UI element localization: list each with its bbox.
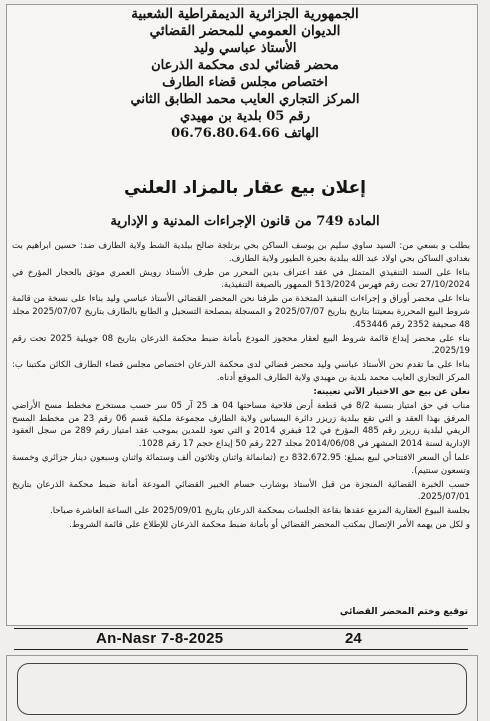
- header-line-republic: الجمهورية الجزائرية الديمقراطية الشعبية: [131, 6, 359, 22]
- publication-date: An-Nasr 7-8-2025: [96, 630, 224, 647]
- header-line-address: المركز التجاري العايب محمد الطابق الثاني: [130, 92, 360, 107]
- paragraph-parties: بطلب و بسعي من: السيد ساوي سليم بن يوسف الساكن بحي برتلجة صالح ببلدية الشط ولاية الطارف ضد: حسين ابراهيم بت بغدادي الساكن بحي اولاد عبد الله ببلدية بحيرة الطيور ولاية الطارف.: [12, 241, 470, 264]
- next-announcement-frame: [6, 655, 478, 721]
- page-footer: [14, 628, 468, 650]
- paragraph-sale-notice: نعلن عن بيع حق الاختيار الآتي تعيينه:: [313, 387, 470, 398]
- bailiff-signature: توقيع وختم المحضر القضائي: [339, 607, 468, 617]
- paragraph-title-deed: بناءا على السند التنفيذي المتمثل في عقد اعتراف بدين المحرر من طرف الأستاذ رويش العمري موثق بالحجار المؤرخ في 27/10/2024 تحت رقم فهرس 513/2024 الممهور بالصيغة التنفيذية.: [12, 267, 470, 291]
- paragraph-bailiff: بناءا على ما تقدم نحن الأستاذ عباسي وليد محضر قضائي لدى محكمة الذرعان اختصاص مجلس قضاء الطارف الكائن مكتبنا ب: المركز التجاري العايب محمد بلدية بن مهيدي ولاية الطارف الموقع أدناه.: [12, 360, 470, 383]
- paragraph-property: مناب في حق امتياز بنسبة 8/2 في قطعة أرض فلاحية مساحتها 04 هـ 25 آر 05 سر حسب مستخرج مخطط مسح الأراضي المرفق بهذا العقد و التي تقع ببلدية زريزر دائرة البسباس ولاية الطارف مجموعة ملكية قسم 06 رقم 23 من مخطط المسح الريفي لبلدية زريزر رقم 485 المؤرخ في 12 فبفري 2014 و التي تعود للمدين بموجب عقد امتياز رقم 289 من سجل العقود الإدارية لسنة 2014 المشهر في 2014/06/08 مجلد 227 رقم 50 إيداع حجم 17 رقم 1028.: [12, 401, 470, 449]
- paragraph-hearing: بجلسة البيوع العقارية المزمع عقدها بقاعة الجلسات بمحكمة الذرعان بتاريخ 2025/09/01 على الساعة العاشرة صباحا.: [50, 506, 470, 517]
- page-number: 24: [345, 630, 362, 647]
- announcement-title: إعلان بيع عقار بالمزاد العلني: [123, 178, 367, 198]
- header-line-phone: الهاتف 06.76.80.64.66: [171, 126, 319, 141]
- header-line-office: الديوان العمومي للمحضر القضائي: [149, 23, 341, 39]
- paragraph-contact: و لكل من يهمه الأمر الإتصال بمكتب المحضر القضائي أو بأمانة ضبط محكمة الذرعان للإطلاع على قائمة الشروط.: [69, 520, 470, 531]
- paragraph-expertise: حسب الخبرة القضائية المنجزة من قبل الأستاذ بوشارب حسام الخبير القضائي المودعة أمانة ضبط محكمة الذرعان بتاريخ 2025/07/01.: [12, 479, 470, 503]
- announcement-body: [12, 240, 470, 534]
- paragraph-opening-price: علما أن السعر الافتتاحي لبيع بمبلغ: 832.672.95 دج (ثمانمائة واثنان وثلاثون ألف وستمائة واثنان وسبعون دينار جزائري وخمسة وتسعون سنتيم).: [12, 453, 470, 476]
- header-line-bailiff-name: الأستاذ عباسي وليد: [193, 41, 297, 56]
- header-line-municipality: رقم 05 بلدية بن مهيدي: [179, 109, 311, 124]
- bailiff-header: [0, 6, 490, 142]
- paragraph-deposit: بناء على محضر إيداع قائمة شروط البيع لعقار محجوز المودع بأمانة ضبط محكمة الذرعان بتاريخ 08 جويلية 2025 تحت رقم 2025/19.: [12, 333, 470, 357]
- header-line-court: محضر قضائي لدى محكمة الذرعان: [151, 58, 339, 73]
- paragraph-procedure: بناءا على محضر أوراق و إجراءات التنفيذ المتخذة من طرفنا نحن المحضر القضائي الأستاذ عباسي وليد بناءا على نسخة من قائمة شروط البيع المحررة بمعيتنا بتاريخ بتاريخ 2025/07/07 و المسجلة بمصلحة التسجيل و الطابع بالطارف بتاريخ 2025/07/07 مجلد 48 صحيفة 2352 رقم 453446.: [12, 294, 470, 330]
- header-line-jurisdiction: اختصاص مجلس قضاء الطارف: [162, 75, 328, 90]
- announcement-subtitle: المادة 749 من قانون الإجراءات المدنية و الإدارية: [110, 214, 380, 229]
- next-announcement-box: [17, 663, 467, 715]
